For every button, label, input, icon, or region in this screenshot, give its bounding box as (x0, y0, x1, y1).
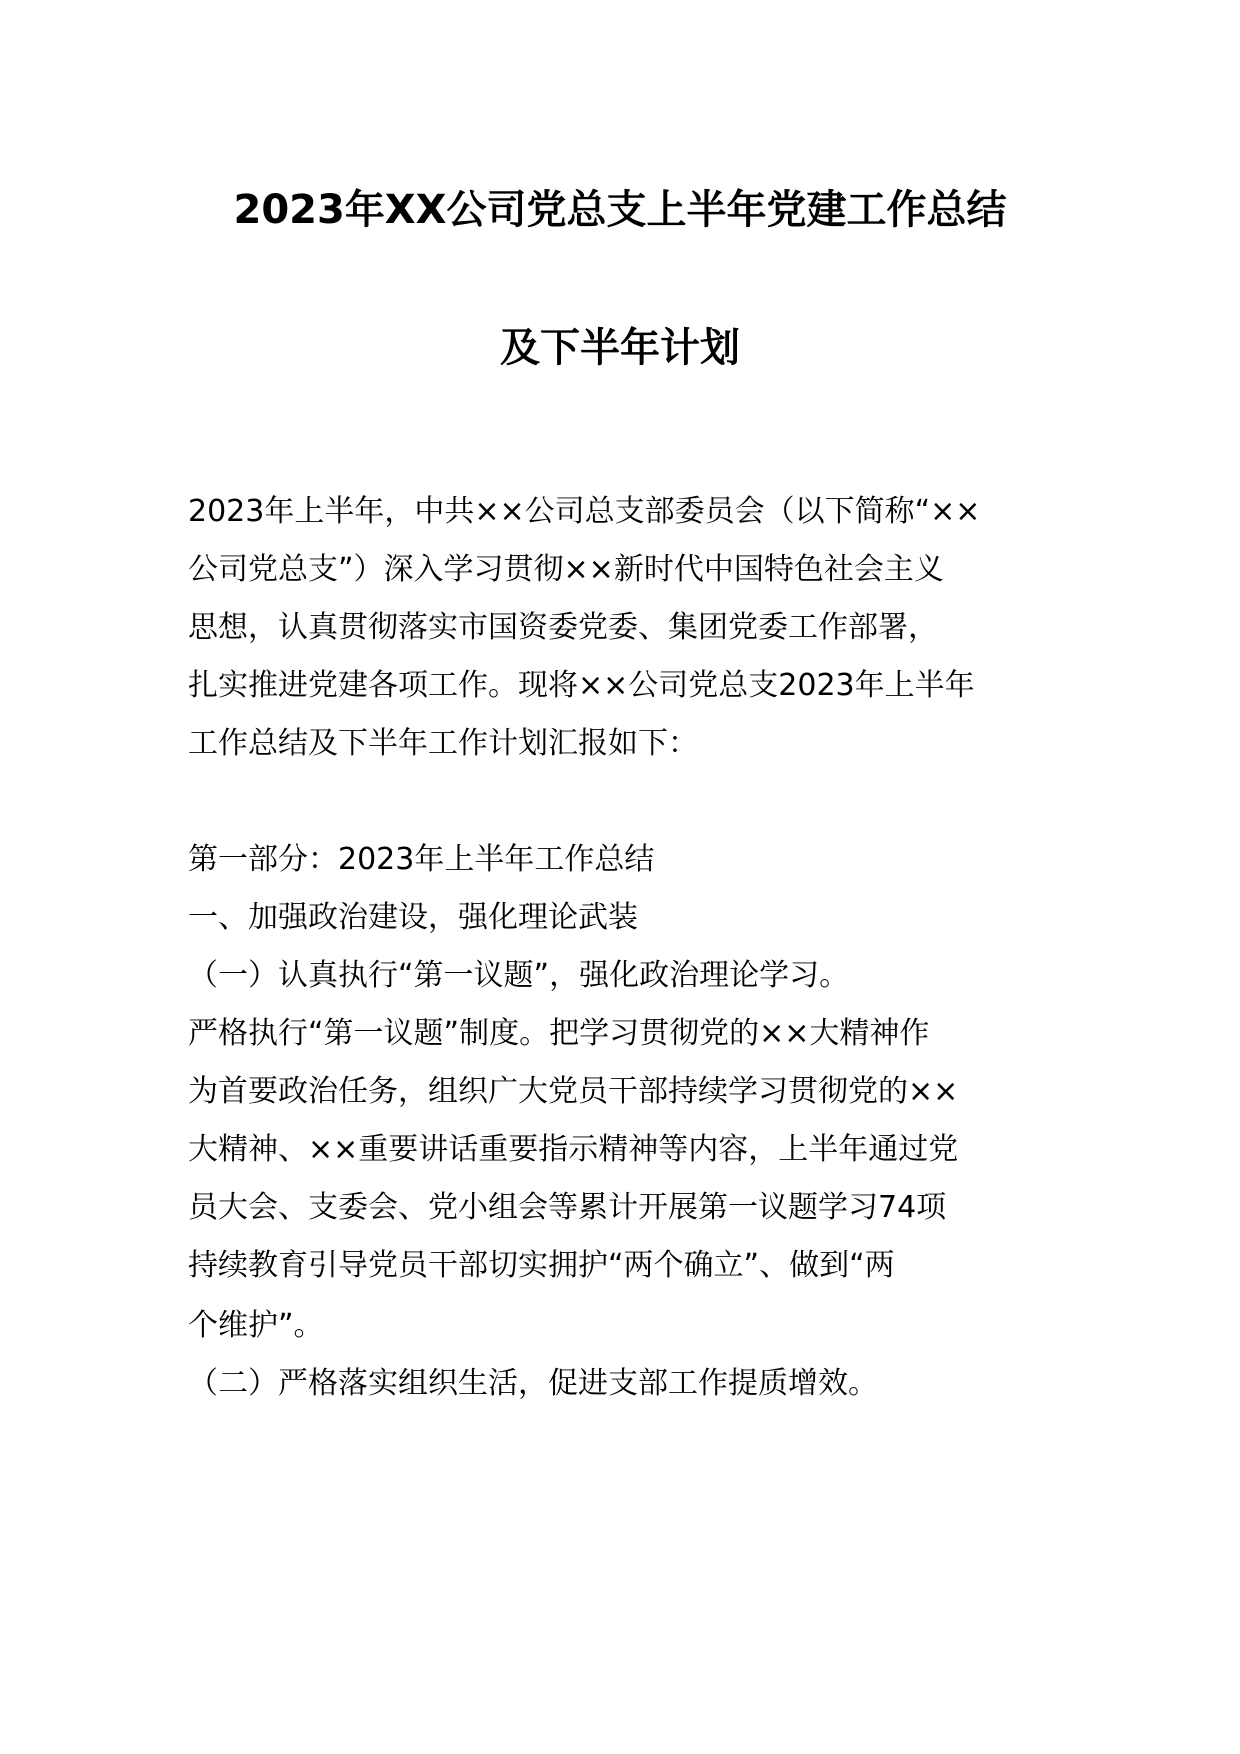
intro-paragraph-line: 2023年上半年，中共××公司总支部委员会（以下简称“×× (188, 494, 981, 529)
intro-paragraph-line: 思想，认真贯彻落实市国资委党委、集团党委工作部署， (188, 610, 938, 645)
body-paragraph-line: 员大会、支委会、党小组会等累计开展第一议题学习74项 (188, 1190, 947, 1225)
section-heading: 一、加强政治建设，强化理论武装 (188, 900, 638, 935)
subsection-heading: （二）严格落实组织生活，促进支部工作提质增效。 (188, 1366, 878, 1401)
intro-paragraph-line: 工作总结及下半年工作计划汇报如下： (188, 726, 698, 761)
body-paragraph-line: 个维护”。 (188, 1308, 324, 1343)
document-title-line-1: 2023年XX公司党总支上半年党建工作总结 (233, 187, 1007, 233)
part-heading: 第一部分：2023年上半年工作总结 (188, 842, 655, 877)
body-paragraph-line: 大精神、××重要讲话重要指示精神等内容，上半年通过党 (188, 1132, 959, 1167)
subsection-heading: （一）认真执行“第一议题”，强化政治理论学习。 (188, 958, 850, 993)
body-paragraph-line: 为首要政治任务，组织广大党员干部持续学习贯彻党的×× (188, 1074, 959, 1109)
body-paragraph-line: 严格执行“第一议题”制度。把学习贯彻党的××大精神作 (188, 1016, 930, 1051)
intro-paragraph-line: 公司党总支”）深入学习贯彻××新时代中国特色社会主义 (188, 552, 944, 587)
body-paragraph-line: 持续教育引导党员干部切实拥护“两个确立”、做到“两 (188, 1248, 895, 1283)
document-title-line-2: 及下半年计划 (500, 325, 740, 371)
intro-paragraph-line: 扎实推进党建各项工作。现将××公司党总支2023年上半年 (188, 668, 975, 703)
